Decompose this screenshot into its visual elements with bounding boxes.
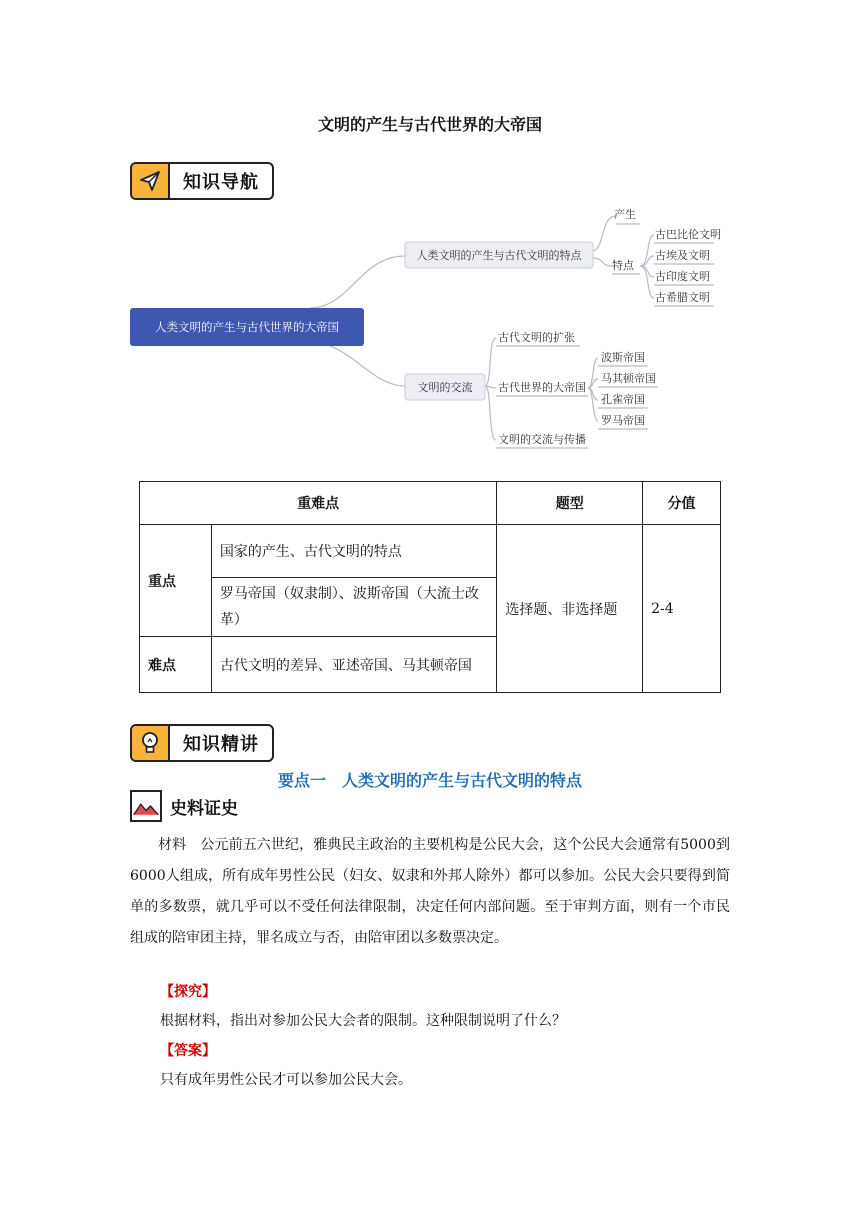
key-item: 国家的产生、古代文明的特点 [211,525,496,578]
mindmap-origin: 产生 [614,208,636,221]
picture-icon [130,790,162,822]
mindmap-branch-2: 文明的交流 [417,381,473,394]
mindmap-spread: 文明的交流与传播 [498,433,586,446]
mindmap-civ-item: 古印度文明 [655,270,710,283]
mindmap-empire-item: 孔雀帝国 [601,393,645,406]
hard-label: 难点 [140,637,212,693]
historical-evidence-label: 史料证史 [170,798,238,819]
mindmap-empire-item: 马其顿帝国 [601,372,656,385]
mindmap-empire-item: 波斯帝国 [601,351,645,364]
knowledge-nav-label: 知识导航 [183,172,259,193]
historical-evidence-badge [130,790,238,822]
answer-tag: 【答案】 [160,1043,216,1059]
answer-text: 只有成年男性公民才可以参加公民大会。 [160,1072,412,1088]
mindmap-civ-item: 古埃及文明 [655,249,710,262]
explore-tag: 【探究】 [160,984,216,1000]
question-type-cell: 选择题、非选择题 [497,525,643,693]
header-question-type: 题型 [497,482,643,525]
mindmap-civ-item: 古巴比伦文明 [655,228,721,241]
page-title: 文明的产生与古代世界的大帝国 [317,115,542,134]
mindmap-branch-1: 人类文明的产生与古代文明的特点 [416,249,582,262]
material-paragraph: 材料 公元前五六世纪，雅典民主政治的主要机构是公民大会，这个公民大会通常有5000到6000人组成，所有成年男性公民（妇女、奴隶和外邦人除外）都可以参加。公民大会只要得到简单的多数票，就几乎可以不受任何法律限制，决定任何内部问题。至于审判方面，则有一个市民组成的陪审团主持，罪名成立与否，由陪审团以多数票决定。 [130,837,730,946]
key-item: 罗马帝国（奴隶制）、波斯帝国（大流士改革） [211,578,496,637]
header-key-points: 重难点 [140,482,497,525]
mind-map [120,196,740,456]
mindmap-empires: 古代世界的大帝国 [498,381,586,394]
header-score: 分值 [643,482,721,525]
mindmap-empire-item: 罗马帝国 [601,414,645,427]
section-heading: 要点一 人类文明的产生与古代文明的特点 [277,771,582,790]
key-label: 重点 [140,525,212,637]
key-points-table [139,481,721,693]
mindmap-civ-item: 古希腊文明 [655,291,710,304]
knowledge-nav-badge [130,162,274,200]
mindmap-expand: 古代文明的扩张 [498,331,575,344]
knowledge-detail-badge [130,724,274,762]
lightbulb-icon [132,726,170,760]
explore-question: 根据材料，指出对参加公民大会者的限制。这种限制说明了什么？ [160,1013,566,1029]
paper-plane-icon [132,164,170,198]
hard-item: 古代文明的差异、亚述帝国、马其顿帝国 [211,637,496,693]
mindmap-features: 特点 [612,259,634,272]
score-cell: 2-4 [643,525,721,693]
knowledge-detail-label: 知识精讲 [183,734,259,755]
mindmap-root: 人类文明的产生与古代世界的大帝国 [155,320,339,334]
